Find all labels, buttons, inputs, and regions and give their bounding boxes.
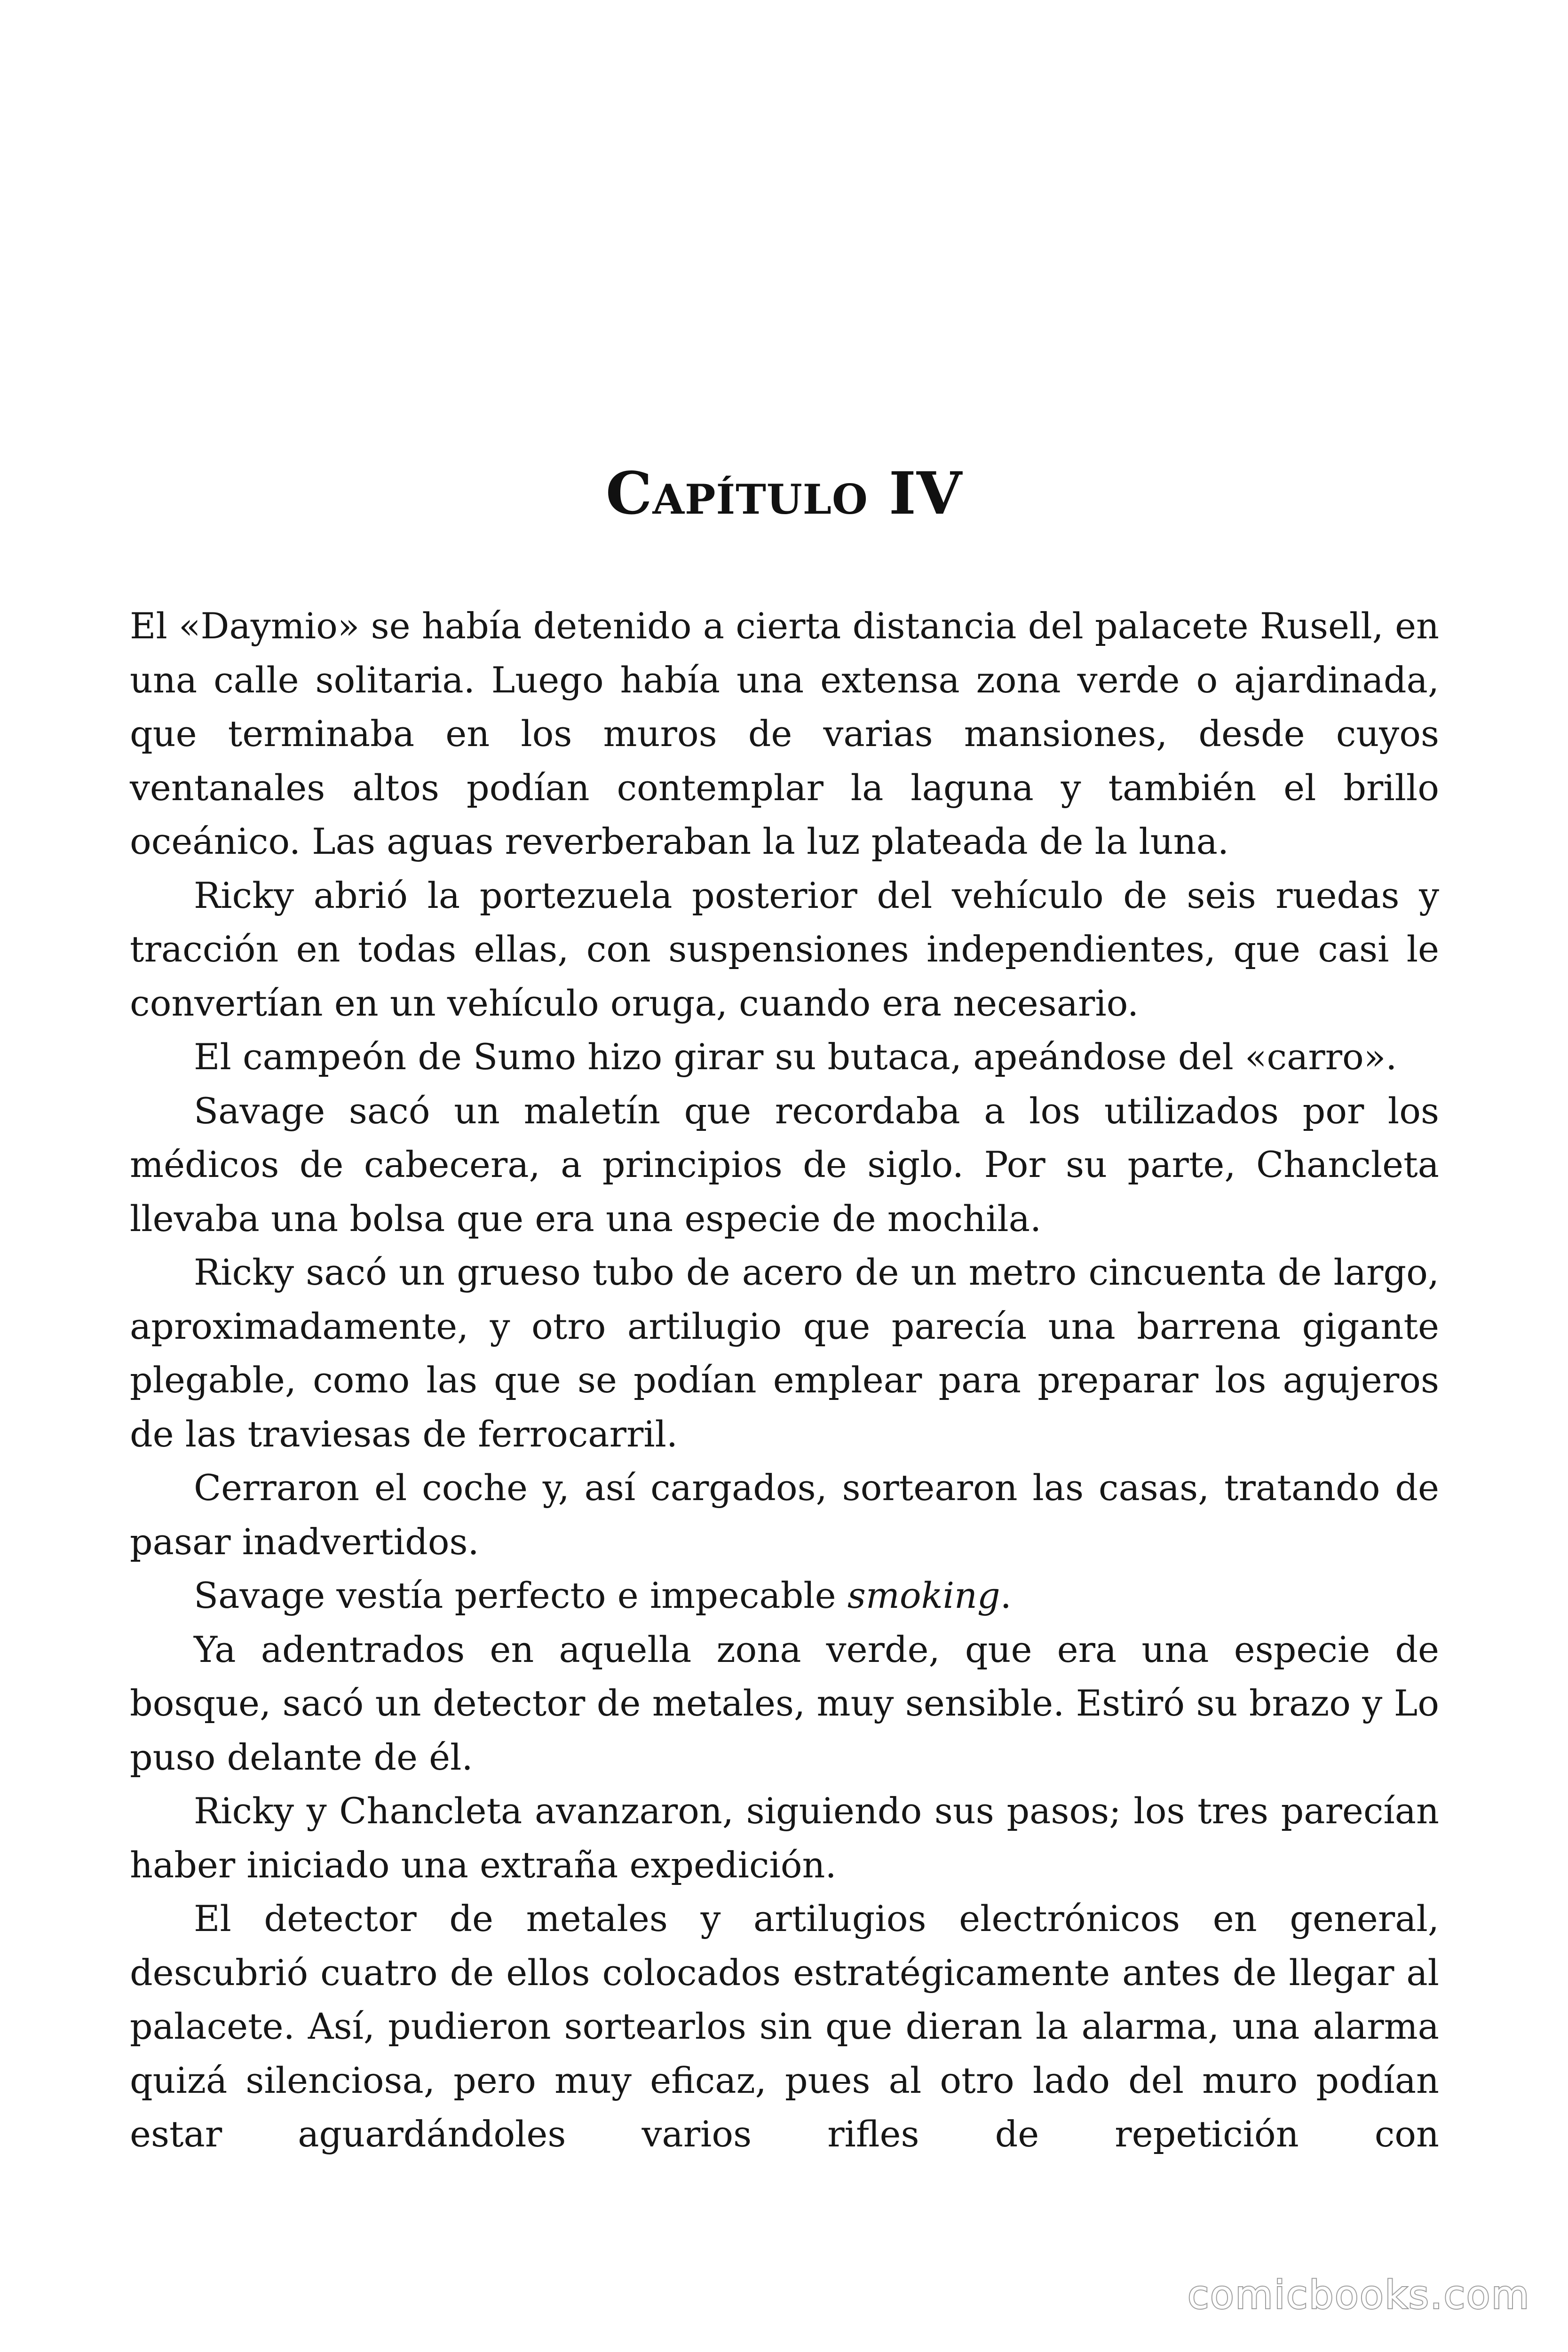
paragraph: El «Daymio» se había detenido a cierta distancia del palacete Rusell, en una calle solitaria. Luego había una extensa zona verde o ajardinada, que terminaba en los muros de varias mansiones, desde cuyos ventanales altos podían contemplar la laguna y también el brillo oceánico. Las aguas reverberaban la luz plateada de la luna.	[130, 605, 1439, 862]
paragraph: Cerraron el coche y, así cargados, sortearon las casas, tratando de pasar inadvertidos.	[130, 1467, 1439, 1563]
paragraph: Ricky sacó un grueso tubo de acero de un metro cincuenta de largo, aproximadamente, y otro artilugio que parecía una barrena gigante plegable, como las que se podían emplear para preparar los agujeros de las traviesas de ferrocarril.	[130, 1251, 1439, 1455]
paragraph: El detector de metales y artilugios electrónicos en general, descubrió cuatro de ellos colocados estratégicamente antes de llegar al palacete. Así, pudieron sortearlos sin que dieran la alarma, una alarma quizá silenciosa, pero muy eficaz, pues al otro lado del muro podían estar aguardándoles varios rifles de repetición con	[130, 1898, 1439, 2155]
paragraph-text: Savage vestía perfecto e impecable	[194, 1574, 847, 1616]
chapter-body	[130, 599, 1439, 2161]
paragraph	[130, 1569, 1439, 1623]
paragraph-text: .	[1000, 1574, 1012, 1616]
chapter-title: Capítulo IV	[605, 460, 963, 528]
paragraph: Ricky y Chancleta avanzaron, siguiendo sus pasos; los tres parecían haber iniciado una extraña expedición.	[130, 1790, 1439, 1886]
emphasis-text: smoking	[847, 1574, 1000, 1616]
paragraph: El campeón de Sumo hizo girar su butaca, apeándose del «carro».	[194, 1036, 1397, 1078]
paragraph: Savage sacó un maletín que recordaba a los utilizados por los médicos de cabecera, a principios de siglo. Por su parte, Chancleta llevaba una bolsa que era una especie de mochila.	[130, 1089, 1439, 1240]
paragraph: Ya adentrados en aquella zona verde, que era una especie de bosque, sacó un detector de metales, muy sensible. Estiró su brazo y Lo puso delante de él.	[130, 1628, 1439, 1778]
paragraph: Ricky abrió la portezuela posterior del vehículo de seis ruedas y tracción en todas ellas, con suspensiones independientes, que casi le convertían en un vehículo oruga, cuando era necesario.	[130, 874, 1439, 1024]
watermark-logo: comicbooks.com	[1188, 2273, 1530, 2318]
